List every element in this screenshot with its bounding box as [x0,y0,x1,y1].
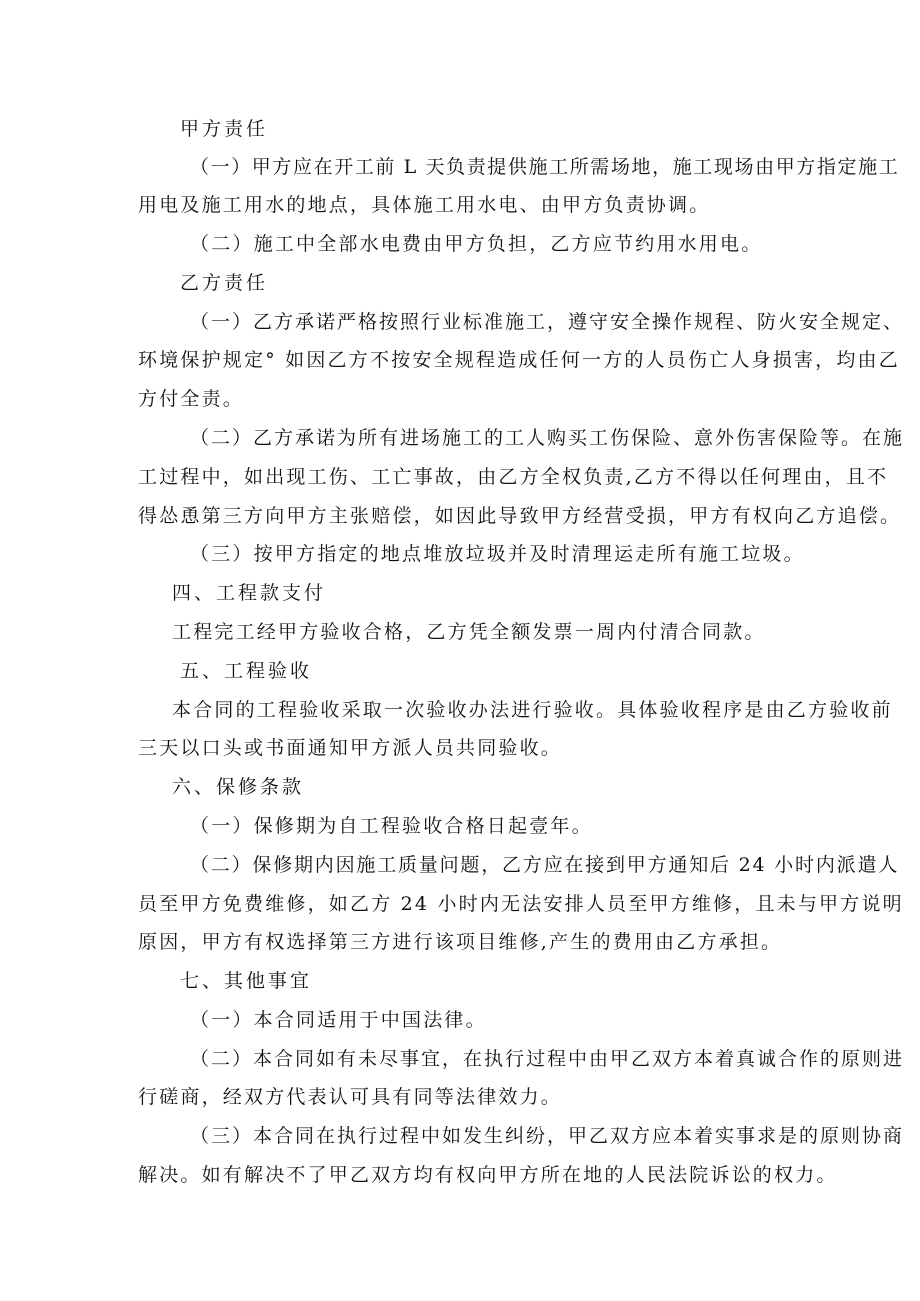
clause-other-2-line-1: （二）本合同如有未尽事宜，在执行过程中由甲乙双方本着真诚合作的原则进 [190,1048,905,1070]
section-heading-other: 七、其他事宜 [180,970,313,992]
clause-party-b-1-line-1: （一）乙方承诺严格按照行业标准施工，遵守安全操作规程、防火安全规定、 [190,311,905,333]
section-heading-party-a: 甲方责任 [180,118,269,140]
clause-warranty-2-line-3: 原因，甲方有权选择第三方进行该项目维修,产生的费用由乙方承担。 [138,931,783,953]
clause-party-b-2-line-3: 得怂恿第三方向甲方主张赔偿，如因此导致甲方经营受损，甲方有权向乙方追偿。 [138,505,902,527]
section-heading-party-b: 乙方责任 [180,272,269,294]
clause-party-a-1-line-1: （一）甲方应在开工前 L 天负责提供施工所需场地，施工现场由甲方指定施工 [190,156,900,178]
clause-warranty-1: （一）保修期为自工程验收合格日起壹年。 [190,815,593,837]
clause-warranty-2-line-2: 员至甲方免费维修，如乙方 24 小时内无法安排人员至甲方维修，且未与甲方说明 [138,893,904,915]
clause-warranty-2-line-1: （二）保修期内因施工质量问题，乙方应在接到甲方通知后 24 小时内派遣人 [190,854,900,876]
payment-body: 工程完工经甲方验收合格，乙方凭全额发票一周内付清合同款。 [172,621,766,643]
clause-party-a-1-line-2: 用电及施工用水的地点，具体施工用水电、由甲方负责协调。 [138,194,711,216]
clause-other-3-line-2: 解决。如有解决不了甲乙双方均有权向甲方所在地的人民法院诉讼的权力。 [138,1164,838,1186]
acceptance-body-line-2: 三天以口头或书面通知甲方派人员共同验收。 [138,737,563,759]
clause-party-b-2-line-2: 工过程中，如出现工伤、工亡事故，由乙方全权负责,乙方不得以任何理由，且不 [138,466,889,488]
clause-party-b-2-line-1: （二）乙方承诺为所有进场施工的工人购买工伤保险、意外伤害保险等。在施 [190,427,905,449]
clause-other-2-line-2: 行磋商，经双方代表认可具有同等法律效力。 [138,1086,563,1108]
clause-party-b-1-line-3: 方付全责。 [138,388,245,410]
clause-party-b-1-line-2: 环境保护规定° 如因乙方不按安全规程造成任何一方的人员伤亡人身损害，均由乙 [138,349,900,371]
clause-party-a-2: （二）施工中全部水电费由甲方负担，乙方应节约用水用电。 [190,233,763,255]
clause-other-1: （一）本合同适用于中国法律。 [190,1009,487,1031]
section-heading-payment: 四、工程款支付 [172,582,327,604]
clause-other-3-line-1: （三）本合同在执行过程中如发生纠纷，甲乙双方应本着实事求是的原则协商 [190,1125,905,1147]
clause-party-b-3: （三）按甲方指定的地点堆放垃圾并及时清理运走所有施工垃圾。 [190,543,805,565]
section-heading-acceptance: 五、工程验收 [180,660,313,682]
section-heading-warranty: 六、保修条款 [172,776,305,798]
acceptance-body-line-1: 本合同的工程验收采取一次验收办法进行验收。具体验收程序是由乙方验收前 [172,699,893,721]
